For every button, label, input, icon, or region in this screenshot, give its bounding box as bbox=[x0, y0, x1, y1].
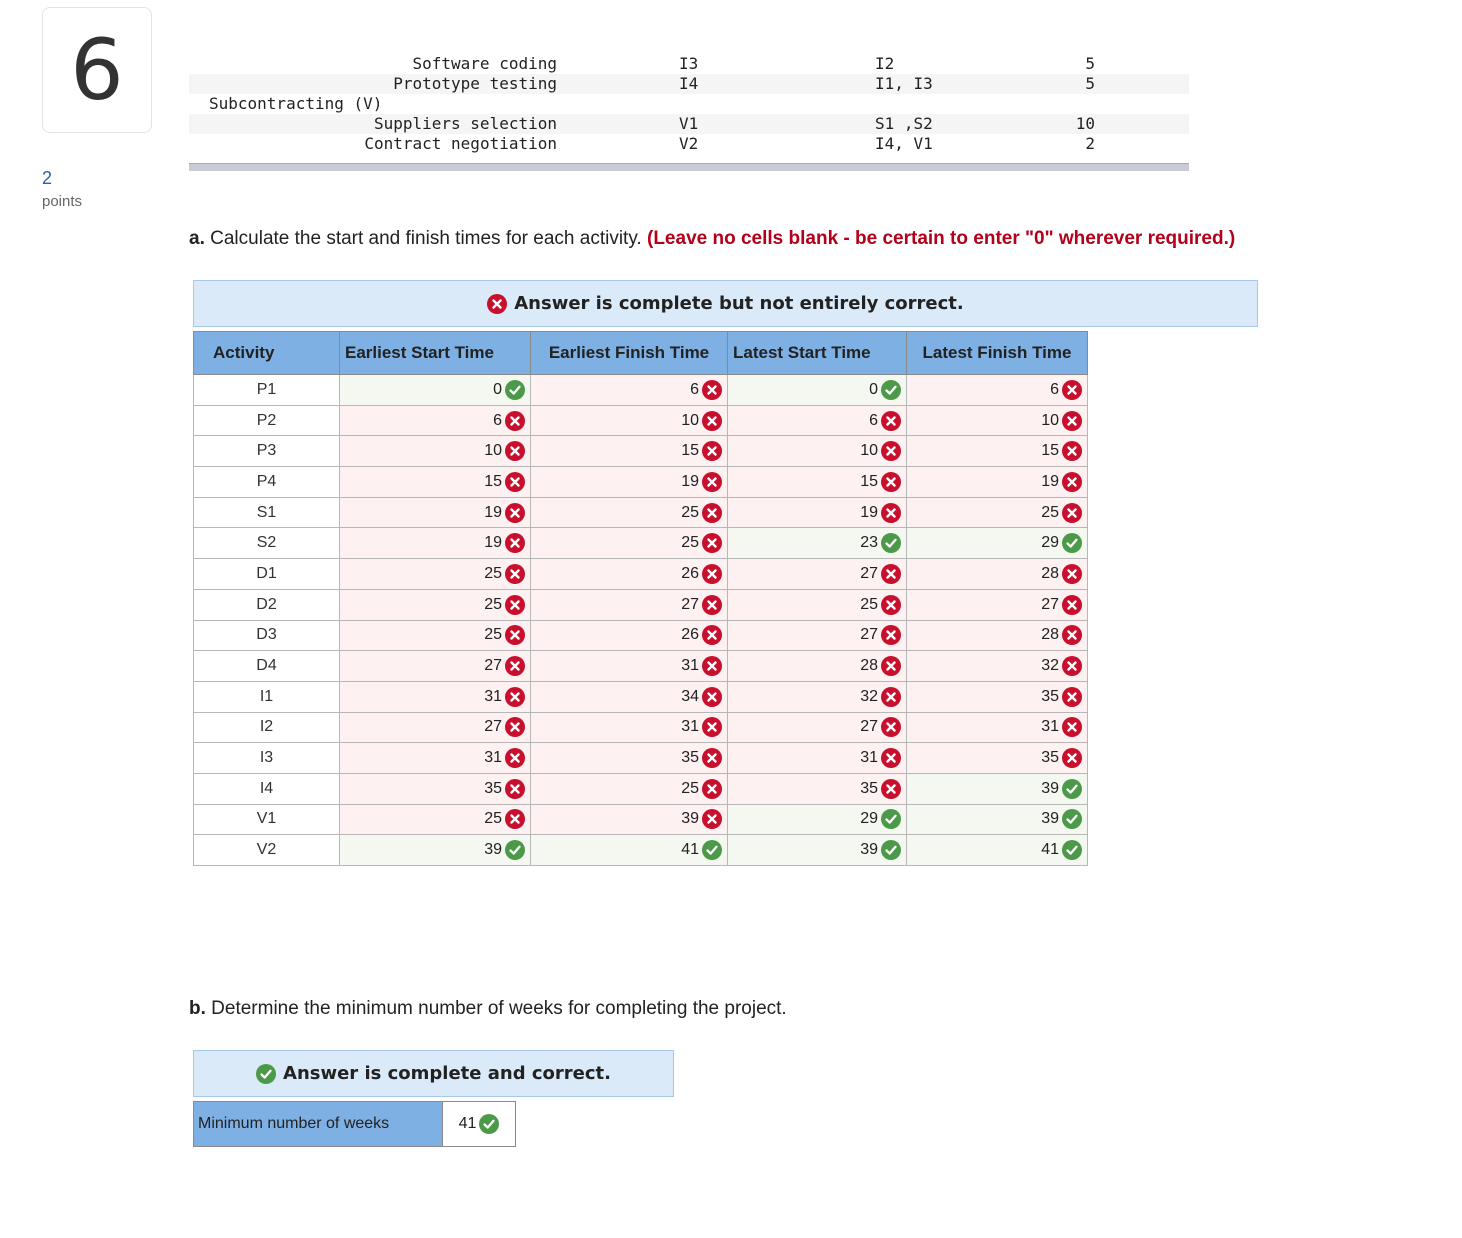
activity-label: V2 bbox=[194, 835, 340, 866]
earliest-finish-input[interactable] bbox=[531, 375, 727, 404]
cell-value: 27 bbox=[681, 595, 699, 613]
cell-value: 19 bbox=[681, 472, 699, 490]
cell-value: 27 bbox=[860, 564, 878, 582]
project-row bbox=[189, 134, 1189, 154]
latest-finish-input[interactable] bbox=[907, 836, 1087, 865]
correct-icon bbox=[1062, 840, 1082, 860]
cell-value: 27 bbox=[484, 657, 502, 675]
earliest-start-input[interactable] bbox=[340, 774, 530, 803]
correct-icon bbox=[505, 840, 525, 860]
table-row bbox=[194, 497, 1088, 528]
latest-finish-input[interactable] bbox=[907, 713, 1087, 742]
correct-icon bbox=[702, 840, 722, 860]
earliest-start-input[interactable] bbox=[340, 529, 530, 558]
latest-start-input[interactable] bbox=[728, 652, 906, 681]
incorrect-icon bbox=[1062, 441, 1082, 461]
cell-value: 19 bbox=[860, 503, 878, 521]
cell-value: 25 bbox=[860, 595, 878, 613]
incorrect-icon bbox=[881, 411, 901, 431]
points-label: points bbox=[42, 193, 83, 210]
table-row bbox=[194, 405, 1088, 436]
table-row bbox=[194, 589, 1088, 620]
cell-value: 27 bbox=[484, 718, 502, 736]
cell-value: 15 bbox=[484, 472, 502, 490]
latest-start-input[interactable] bbox=[728, 437, 906, 466]
latest-finish-input[interactable] bbox=[907, 498, 1087, 527]
latest-start-input[interactable] bbox=[728, 774, 906, 803]
earliest-start-input[interactable] bbox=[340, 559, 530, 588]
earliest-finish-input[interactable] bbox=[531, 437, 727, 466]
incorrect-icon bbox=[505, 809, 525, 829]
incorrect-icon bbox=[702, 472, 722, 492]
incorrect-icon bbox=[881, 503, 901, 523]
incorrect-icon bbox=[702, 441, 722, 461]
project-duration: 5 bbox=[1085, 74, 1095, 93]
table-row bbox=[194, 375, 1088, 406]
cell-value: 27 bbox=[1041, 595, 1059, 613]
cell-value: 6 bbox=[493, 411, 502, 429]
project-predecessors: I2 bbox=[875, 54, 895, 73]
table-row bbox=[194, 651, 1088, 682]
cell-value: 35 bbox=[1041, 749, 1059, 767]
incorrect-icon bbox=[1062, 595, 1082, 615]
incorrect-icon bbox=[702, 380, 722, 400]
project-row bbox=[189, 114, 1189, 134]
cell-value: 15 bbox=[860, 472, 878, 490]
incorrect-icon bbox=[505, 503, 525, 523]
earliest-finish-input[interactable] bbox=[531, 590, 727, 619]
incorrect-icon bbox=[881, 717, 901, 737]
incorrect-icon bbox=[505, 472, 525, 492]
activity-label: P3 bbox=[194, 436, 340, 467]
incorrect-icon bbox=[702, 687, 722, 707]
latest-start-input[interactable] bbox=[728, 682, 906, 711]
cell-value: 35 bbox=[681, 749, 699, 767]
correct-icon bbox=[505, 380, 525, 400]
cell-value: 35 bbox=[484, 779, 502, 797]
part-b-prompt bbox=[189, 998, 787, 1020]
latest-finish-input[interactable] bbox=[907, 774, 1087, 803]
cell-value: 39 bbox=[1041, 779, 1059, 797]
incorrect-icon bbox=[881, 595, 901, 615]
activity-label: D4 bbox=[194, 651, 340, 682]
cell-value: 23 bbox=[860, 534, 878, 552]
earliest-start-input[interactable] bbox=[340, 406, 530, 435]
table-row bbox=[194, 436, 1088, 467]
incorrect-icon bbox=[1062, 687, 1082, 707]
earliest-finish-input[interactable] bbox=[531, 529, 727, 558]
latest-start-input[interactable] bbox=[728, 805, 906, 834]
incorrect-icon bbox=[702, 779, 722, 799]
earliest-finish-input[interactable] bbox=[531, 836, 727, 865]
cell-value: 41 bbox=[1041, 841, 1059, 859]
cell-value: 32 bbox=[860, 687, 878, 705]
cell-value: 39 bbox=[1041, 810, 1059, 828]
earliest-finish-input[interactable] bbox=[531, 652, 727, 681]
activity-label: S1 bbox=[194, 497, 340, 528]
latest-finish-input[interactable] bbox=[907, 375, 1087, 404]
incorrect-icon bbox=[881, 779, 901, 799]
cell-value: 27 bbox=[860, 626, 878, 644]
activity-label: I1 bbox=[194, 681, 340, 712]
earliest-finish-input[interactable] bbox=[531, 559, 727, 588]
header-latest-start: Latest Start Time bbox=[728, 332, 907, 375]
cell-value: 25 bbox=[681, 779, 699, 797]
latest-start-input[interactable] bbox=[728, 713, 906, 742]
part-b-banner-text: Answer is complete and correct. bbox=[283, 1063, 611, 1084]
incorrect-icon bbox=[702, 595, 722, 615]
cell-value: 15 bbox=[681, 442, 699, 460]
activity-label: V1 bbox=[194, 804, 340, 835]
incorrect-icon bbox=[1062, 411, 1082, 431]
part-b-text: Determine the minimum number of weeks for completing the project. bbox=[211, 998, 787, 1019]
cell-value: 39 bbox=[860, 841, 878, 859]
latest-start-input[interactable] bbox=[728, 836, 906, 865]
project-predecessors: I1, I3 bbox=[875, 74, 933, 93]
cell-value: 25 bbox=[681, 534, 699, 552]
table-row bbox=[194, 743, 1088, 774]
question-number: 6 bbox=[42, 7, 152, 133]
incorrect-icon bbox=[505, 656, 525, 676]
schedule-answer-table bbox=[193, 331, 1088, 866]
cell-value: 19 bbox=[484, 503, 502, 521]
activity-label: D1 bbox=[194, 559, 340, 590]
project-activity-name: Contract negotiation bbox=[364, 134, 557, 153]
earliest-start-input[interactable] bbox=[340, 437, 530, 466]
earliest-start-input[interactable] bbox=[340, 621, 530, 650]
earliest-start-input[interactable] bbox=[340, 375, 530, 404]
points-value: 2 bbox=[42, 168, 53, 188]
header-latest-finish: Latest Finish Time bbox=[907, 332, 1088, 375]
cell-value: 19 bbox=[484, 534, 502, 552]
table-row bbox=[194, 712, 1088, 743]
cell-value: 35 bbox=[860, 779, 878, 797]
earliest-start-input[interactable] bbox=[340, 836, 530, 865]
incorrect-icon bbox=[1062, 748, 1082, 768]
latest-start-input[interactable] bbox=[728, 621, 906, 650]
earliest-start-input[interactable] bbox=[340, 744, 530, 773]
cell-value: 25 bbox=[484, 626, 502, 644]
table-row bbox=[194, 528, 1088, 559]
project-duration: 5 bbox=[1085, 54, 1095, 73]
incorrect-icon bbox=[505, 687, 525, 707]
project-activity-code: V2 bbox=[679, 134, 699, 153]
cell-value: 39 bbox=[484, 841, 502, 859]
part-a-prompt bbox=[189, 228, 1235, 250]
correct-icon bbox=[881, 533, 901, 553]
cell-value: 25 bbox=[681, 503, 699, 521]
incorrect-icon bbox=[1062, 717, 1082, 737]
incorrect-icon bbox=[702, 411, 722, 431]
part-a-result-banner bbox=[193, 280, 1258, 327]
latest-start-input[interactable] bbox=[728, 406, 906, 435]
incorrect-icon bbox=[881, 687, 901, 707]
earliest-start-input[interactable] bbox=[340, 590, 530, 619]
incorrect-icon bbox=[1062, 380, 1082, 400]
incorrect-icon bbox=[505, 564, 525, 584]
activity-label: P4 bbox=[194, 467, 340, 498]
correct-icon bbox=[881, 840, 901, 860]
earliest-start-input[interactable] bbox=[340, 467, 530, 496]
header-activity: Activity bbox=[194, 332, 340, 375]
incorrect-icon bbox=[505, 411, 525, 431]
earliest-start-input[interactable] bbox=[340, 652, 530, 681]
minimum-weeks-table bbox=[193, 1101, 516, 1147]
cell-value: 39 bbox=[681, 810, 699, 828]
incorrect-icon bbox=[487, 294, 507, 314]
project-row bbox=[189, 54, 1189, 74]
cell-value: 29 bbox=[860, 810, 878, 828]
incorrect-icon bbox=[702, 533, 722, 553]
incorrect-icon bbox=[702, 503, 722, 523]
part-a-banner-text: Answer is complete but not entirely correct. bbox=[514, 293, 964, 314]
incorrect-icon bbox=[702, 625, 722, 645]
latest-start-input[interactable] bbox=[728, 529, 906, 558]
activity-label: I4 bbox=[194, 773, 340, 804]
project-predecessors: S1 ,S2 bbox=[875, 114, 933, 133]
cell-value: 15 bbox=[1041, 442, 1059, 460]
table-row bbox=[194, 681, 1088, 712]
activity-label: P1 bbox=[194, 375, 340, 406]
cell-value: 28 bbox=[860, 657, 878, 675]
incorrect-icon bbox=[881, 472, 901, 492]
cell-value: 28 bbox=[1041, 626, 1059, 644]
activity-label: S2 bbox=[194, 528, 340, 559]
cell-value: 31 bbox=[681, 657, 699, 675]
latest-finish-input[interactable] bbox=[907, 437, 1087, 466]
cell-value: 28 bbox=[1041, 564, 1059, 582]
latest-start-input[interactable] bbox=[728, 375, 906, 404]
activity-label: D2 bbox=[194, 589, 340, 620]
earliest-start-input[interactable] bbox=[340, 713, 530, 742]
cell-value: 0 bbox=[493, 380, 502, 398]
project-activity-name: Software coding bbox=[412, 54, 557, 73]
project-activity-code: V1 bbox=[679, 114, 699, 133]
table-row bbox=[194, 467, 1088, 498]
cell-value: 34 bbox=[681, 687, 699, 705]
project-activity-name: Prototype testing bbox=[393, 74, 557, 93]
part-a-label: a. bbox=[189, 228, 205, 249]
activity-label: I2 bbox=[194, 712, 340, 743]
table-row bbox=[194, 773, 1088, 804]
horizontal-scrollbar[interactable] bbox=[189, 163, 1189, 171]
incorrect-icon bbox=[1062, 472, 1082, 492]
correct-icon bbox=[881, 380, 901, 400]
incorrect-icon bbox=[505, 779, 525, 799]
project-activity-table bbox=[189, 54, 1189, 154]
cell-value: 10 bbox=[484, 442, 502, 460]
incorrect-icon bbox=[881, 564, 901, 584]
cell-value: 25 bbox=[484, 810, 502, 828]
table-row bbox=[194, 804, 1088, 835]
earliest-finish-input[interactable] bbox=[531, 498, 727, 527]
incorrect-icon bbox=[505, 748, 525, 768]
part-b-result-banner bbox=[193, 1050, 674, 1097]
part-b-label: b. bbox=[189, 998, 206, 1019]
latest-finish-input[interactable] bbox=[907, 590, 1087, 619]
cell-value: 31 bbox=[1041, 718, 1059, 736]
project-predecessors: I4, V1 bbox=[875, 134, 933, 153]
incorrect-icon bbox=[881, 748, 901, 768]
part-a-text: Calculate the start and finish times for each activity. bbox=[210, 228, 642, 249]
incorrect-icon bbox=[1062, 625, 1082, 645]
latest-finish-input[interactable] bbox=[907, 559, 1087, 588]
latest-finish-input[interactable] bbox=[907, 621, 1087, 650]
incorrect-icon bbox=[1062, 656, 1082, 676]
incorrect-icon bbox=[881, 625, 901, 645]
table-row bbox=[194, 835, 1088, 866]
cell-value: 31 bbox=[484, 687, 502, 705]
earliest-finish-input[interactable] bbox=[531, 406, 727, 435]
project-duration: 2 bbox=[1085, 134, 1095, 153]
correct-icon bbox=[881, 809, 901, 829]
earliest-start-input[interactable] bbox=[340, 498, 530, 527]
cell-value: 26 bbox=[681, 626, 699, 644]
earliest-finish-input[interactable] bbox=[531, 774, 727, 803]
project-activity-name: Subcontracting (V) bbox=[209, 94, 383, 113]
cell-value: 27 bbox=[860, 718, 878, 736]
latest-start-input[interactable] bbox=[728, 498, 906, 527]
minimum-weeks-label: Minimum number of weeks bbox=[194, 1102, 443, 1147]
latest-finish-input[interactable] bbox=[907, 652, 1087, 681]
earliest-finish-input[interactable] bbox=[531, 467, 727, 496]
cell-value: 10 bbox=[1041, 411, 1059, 429]
latest-finish-input[interactable] bbox=[907, 805, 1087, 834]
table-row bbox=[194, 620, 1088, 651]
earliest-finish-input[interactable] bbox=[531, 682, 727, 711]
cell-value: 35 bbox=[1041, 687, 1059, 705]
correct-icon bbox=[1062, 809, 1082, 829]
earliest-start-input[interactable] bbox=[340, 805, 530, 834]
cell-value: 6 bbox=[690, 380, 699, 398]
cell-value: 31 bbox=[484, 749, 502, 767]
earliest-finish-input[interactable] bbox=[531, 713, 727, 742]
cell-value: 25 bbox=[484, 564, 502, 582]
project-duration: 10 bbox=[1075, 114, 1095, 133]
cell-value: 25 bbox=[484, 595, 502, 613]
minimum-weeks-input[interactable] bbox=[444, 1110, 514, 1139]
incorrect-icon bbox=[702, 717, 722, 737]
cell-value: 31 bbox=[860, 749, 878, 767]
incorrect-icon bbox=[505, 625, 525, 645]
earliest-finish-input[interactable] bbox=[531, 744, 727, 773]
cell-value: 31 bbox=[681, 718, 699, 736]
incorrect-icon bbox=[881, 441, 901, 461]
incorrect-icon bbox=[1062, 503, 1082, 523]
part-a-instruction: (Leave no cells blank - be certain to enter "0" wherever required.) bbox=[647, 228, 1236, 249]
incorrect-icon bbox=[702, 564, 722, 584]
header-earliest-finish: Earliest Finish Time bbox=[531, 332, 728, 375]
cell-value: 10 bbox=[681, 411, 699, 429]
project-activity-code: I4 bbox=[679, 74, 699, 93]
earliest-finish-input[interactable] bbox=[531, 805, 727, 834]
latest-finish-input[interactable] bbox=[907, 744, 1087, 773]
latest-finish-input[interactable] bbox=[907, 467, 1087, 496]
correct-icon bbox=[479, 1114, 499, 1134]
cell-value: 6 bbox=[1050, 380, 1059, 398]
incorrect-icon bbox=[505, 717, 525, 737]
minimum-weeks-value: 41 bbox=[458, 1115, 477, 1132]
table-row bbox=[194, 559, 1088, 590]
incorrect-icon bbox=[702, 656, 722, 676]
latest-finish-input[interactable] bbox=[907, 529, 1087, 558]
incorrect-icon bbox=[702, 748, 722, 768]
header-earliest-start: Earliest Start Time bbox=[340, 332, 531, 375]
cell-value: 19 bbox=[1041, 472, 1059, 490]
cell-value: 32 bbox=[1041, 657, 1059, 675]
incorrect-icon bbox=[505, 441, 525, 461]
cell-value: 0 bbox=[869, 380, 878, 398]
cell-value: 6 bbox=[869, 411, 878, 429]
project-row bbox=[189, 94, 1189, 114]
correct-icon bbox=[1062, 533, 1082, 553]
correct-icon bbox=[256, 1064, 276, 1084]
project-activity-code: I3 bbox=[679, 54, 699, 73]
latest-finish-input[interactable] bbox=[907, 682, 1087, 711]
cell-value: 10 bbox=[860, 442, 878, 460]
earliest-start-input[interactable] bbox=[340, 682, 530, 711]
earliest-finish-input[interactable] bbox=[531, 621, 727, 650]
activity-label: P2 bbox=[194, 405, 340, 436]
cell-value: 41 bbox=[681, 841, 699, 859]
cell-value: 29 bbox=[1041, 534, 1059, 552]
activity-label: D3 bbox=[194, 620, 340, 651]
incorrect-icon bbox=[702, 809, 722, 829]
cell-value: 25 bbox=[1041, 503, 1059, 521]
activity-label: I3 bbox=[194, 743, 340, 774]
incorrect-icon bbox=[1062, 564, 1082, 584]
latest-start-input[interactable] bbox=[728, 559, 906, 588]
incorrect-icon bbox=[505, 595, 525, 615]
latest-finish-input[interactable] bbox=[907, 406, 1087, 435]
correct-icon bbox=[1062, 779, 1082, 799]
latest-start-input[interactable] bbox=[728, 744, 906, 773]
incorrect-icon bbox=[881, 656, 901, 676]
project-row bbox=[189, 74, 1189, 94]
project-activity-name: Suppliers selection bbox=[373, 114, 557, 133]
incorrect-icon bbox=[505, 533, 525, 553]
latest-start-input[interactable] bbox=[728, 467, 906, 496]
cell-value: 26 bbox=[681, 564, 699, 582]
latest-start-input[interactable] bbox=[728, 590, 906, 619]
